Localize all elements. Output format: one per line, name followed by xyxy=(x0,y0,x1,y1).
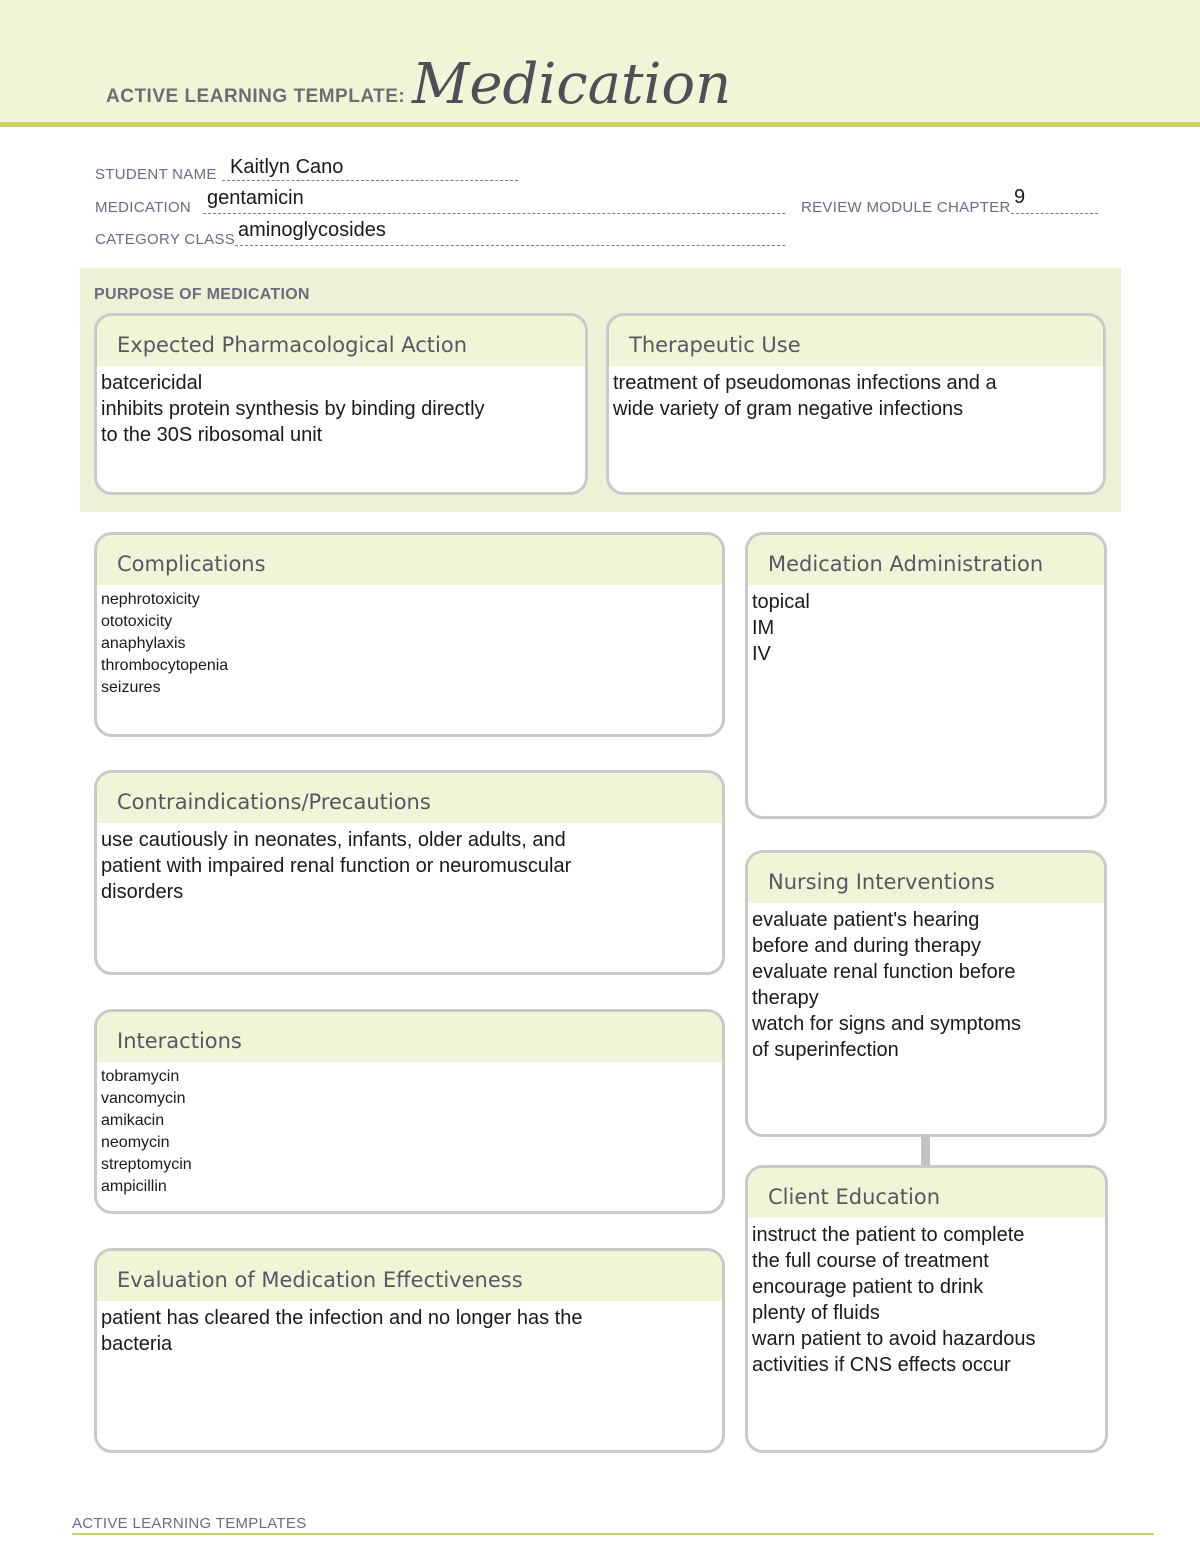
administration-card xyxy=(745,532,1107,819)
text-line: streptomycin xyxy=(101,1156,192,1173)
text-line: encourage patient to drink xyxy=(752,1276,984,1298)
text-line: nephrotoxicity xyxy=(101,591,200,608)
expected-action-card xyxy=(94,313,588,495)
text-line: to the 30S ribosomal unit xyxy=(101,424,323,446)
text-line: before and during therapy xyxy=(752,935,982,957)
evaluation-card xyxy=(94,1248,725,1453)
interactions-card xyxy=(94,1009,725,1214)
text-line: treatment of pseudomonas infections and a xyxy=(613,372,997,394)
text-line: ampicillin xyxy=(101,1178,167,1195)
text-line: evaluate renal function before xyxy=(752,961,1016,983)
review-module-field[interactable]: 9 xyxy=(1014,186,1026,208)
text-line: wide variety of gram negative infections xyxy=(613,398,964,420)
text-line: amikacin xyxy=(101,1112,165,1129)
evaluation-body[interactable] xyxy=(97,1301,722,1357)
nursing-interventions-body[interactable] xyxy=(748,903,1104,1063)
client-education-title: Client Education xyxy=(748,1168,1105,1218)
header-rule xyxy=(0,122,1200,127)
expected-action-body[interactable] xyxy=(97,366,585,448)
text-line: ototoxicity xyxy=(101,613,173,630)
administration-body[interactable] xyxy=(748,585,1104,667)
template-label: ACTIVE LEARNING TEMPLATE: xyxy=(106,86,406,107)
text-line: IM xyxy=(752,617,775,639)
medication-label: MEDICATION xyxy=(95,199,192,216)
text-line: patient with impaired renal function or neuromuscular xyxy=(101,855,572,877)
therapeutic-use-body[interactable] xyxy=(609,366,1103,422)
text-line: inhibits protein synthesis by binding directly xyxy=(101,398,485,420)
category-class-field[interactable]: aminoglycosides xyxy=(238,219,386,241)
complications-body[interactable] xyxy=(97,585,722,699)
page-title: Medication xyxy=(412,52,732,117)
text-line: IV xyxy=(752,643,771,665)
text-line: neomycin xyxy=(101,1134,170,1151)
administration-title: Medication Administration xyxy=(748,535,1104,585)
text-line: therapy xyxy=(752,987,819,1009)
student-name-line xyxy=(222,180,518,181)
client-education-body[interactable] xyxy=(748,1218,1105,1378)
text-line: tobramycin xyxy=(101,1068,180,1085)
purpose-label: PURPOSE OF MEDICATION xyxy=(94,286,310,303)
text-line: use cautiously in neonates, infants, older adults, and xyxy=(101,829,566,851)
contraindications-body[interactable] xyxy=(97,823,722,905)
category-class-label: CATEGORY CLASS xyxy=(95,231,236,248)
text-line: activities if CNS effects occur xyxy=(752,1354,1011,1376)
client-education-card xyxy=(745,1165,1108,1453)
text-line: instruct the patient to complete xyxy=(752,1224,1025,1246)
contraindications-card xyxy=(94,770,725,975)
text-line: thrombocytopenia xyxy=(101,657,229,674)
interactions-body[interactable] xyxy=(97,1062,722,1198)
medication-field[interactable]: gentamicin xyxy=(207,187,304,209)
review-module-label: REVIEW MODULE CHAPTER xyxy=(801,199,1011,216)
footer-label: ACTIVE LEARNING TEMPLATES xyxy=(72,1515,307,1532)
text-line: the full course of treatment xyxy=(752,1250,989,1272)
text-line: seizures xyxy=(101,679,161,696)
student-name-field[interactable]: Kaitlyn Cano xyxy=(230,156,344,178)
evaluation-title: Evaluation of Medication Effectiveness xyxy=(97,1251,722,1301)
text-line: warn patient to avoid hazardous xyxy=(752,1328,1036,1350)
medication-line xyxy=(203,213,785,214)
expected-action-title: Expected Pharmacological Action xyxy=(97,316,585,366)
text-line: patient has cleared the infection and no longer has the xyxy=(101,1307,583,1329)
text-line: bacteria xyxy=(101,1333,173,1355)
text-line: of superinfection xyxy=(752,1039,899,1061)
text-line: batcericidal xyxy=(101,372,203,394)
student-name-label: STUDENT NAME xyxy=(95,166,217,183)
nursing-interventions-card xyxy=(745,850,1107,1137)
nursing-interventions-title: Nursing Interventions xyxy=(748,853,1104,903)
text-line: plenty of fluids xyxy=(752,1302,880,1324)
text-line: watch for signs and symptoms xyxy=(752,1013,1021,1035)
text-line: vancomycin xyxy=(101,1090,186,1107)
complications-card xyxy=(94,532,725,737)
interactions-title: Interactions xyxy=(97,1012,722,1062)
category-class-line xyxy=(235,245,785,246)
card-connector xyxy=(921,1135,930,1165)
text-line: evaluate patient's hearing xyxy=(752,909,980,931)
text-line: topical xyxy=(752,591,810,613)
footer-rule xyxy=(72,1533,1154,1535)
therapeutic-use-card xyxy=(606,313,1106,495)
text-line: disorders xyxy=(101,881,184,903)
therapeutic-use-title: Therapeutic Use xyxy=(609,316,1103,366)
text-line: anaphylaxis xyxy=(101,635,186,652)
complications-title: Complications xyxy=(97,535,722,585)
contraindications-title: Contraindications/Precautions xyxy=(97,773,722,823)
review-module-line xyxy=(1011,213,1098,214)
